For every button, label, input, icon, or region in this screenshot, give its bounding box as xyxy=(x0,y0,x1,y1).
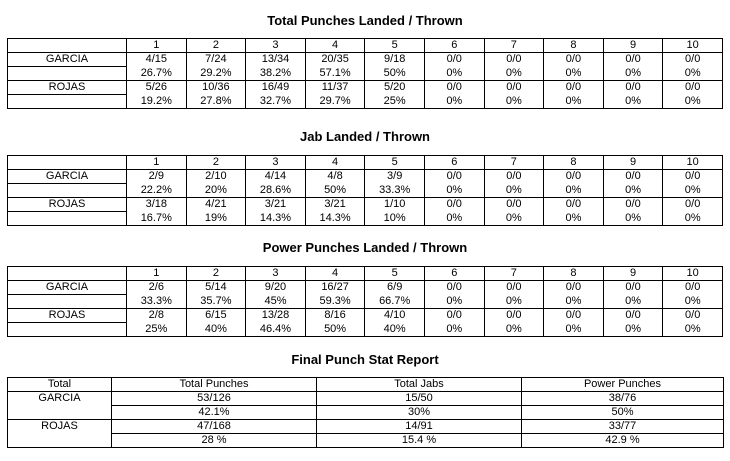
final-count-cell: 15/50 xyxy=(317,392,522,406)
round-header-cell: 3 xyxy=(246,39,306,53)
landed-thrown-cell: 0/0 xyxy=(484,309,544,323)
landed-thrown-cell: 0/0 xyxy=(663,198,723,212)
final-percent-cell: 42.9 % xyxy=(522,434,724,448)
landed-thrown-cell: 0/0 xyxy=(424,81,484,95)
final-percent-cell: 28 % xyxy=(112,434,317,448)
percentage-cell: 0% xyxy=(663,323,723,337)
percentage-cell: 33.3% xyxy=(127,295,187,309)
fighter-count-row xyxy=(8,309,723,323)
landed-thrown-cell: 0/0 xyxy=(663,170,723,184)
round-header-cell: 10 xyxy=(663,156,723,170)
final-header-cell: Total xyxy=(8,378,112,392)
percentage-cell: 0% xyxy=(424,67,484,81)
percentage-cell: 0% xyxy=(663,95,723,109)
landed-thrown-cell: 6/15 xyxy=(186,309,246,323)
fighter-count-row xyxy=(8,81,723,95)
landed-thrown-cell: 5/20 xyxy=(365,81,425,95)
final-count-cell: 53/126 xyxy=(112,392,317,406)
landed-thrown-cell: 3/21 xyxy=(246,198,306,212)
landed-thrown-cell: 2/8 xyxy=(127,309,187,323)
landed-thrown-cell: 8/16 xyxy=(305,309,365,323)
percentage-cell: 16.7% xyxy=(127,212,187,226)
fighter-count-row xyxy=(8,281,723,295)
landed-thrown-cell: 0/0 xyxy=(484,81,544,95)
percentage-cell: 27.8% xyxy=(186,95,246,109)
landed-thrown-cell: 13/28 xyxy=(246,309,306,323)
round-header-cell: 6 xyxy=(424,267,484,281)
landed-thrown-cell: 5/14 xyxy=(186,281,246,295)
percentage-cell: 28.6% xyxy=(246,184,306,198)
percentage-cell: 0% xyxy=(484,67,544,81)
percentage-cell: 0% xyxy=(603,184,663,198)
final-header-cell: Total Jabs xyxy=(317,378,522,392)
fighter-count-row xyxy=(8,53,723,67)
percentage-cell: 0% xyxy=(544,67,604,81)
landed-thrown-cell: 3/9 xyxy=(365,170,425,184)
percentage-cell: 29.2% xyxy=(186,67,246,81)
landed-thrown-cell: 0/0 xyxy=(484,53,544,67)
final-percent-row xyxy=(8,406,724,420)
landed-thrown-cell: 0/0 xyxy=(603,53,663,67)
percentage-cell: 26.7% xyxy=(127,67,187,81)
percentage-cell: 50% xyxy=(305,184,365,198)
round-header-cell: 4 xyxy=(305,39,365,53)
landed-thrown-cell: 7/24 xyxy=(186,53,246,67)
percentage-cell: 57.1% xyxy=(305,67,365,81)
round-header-cell: 4 xyxy=(305,267,365,281)
final-header-row xyxy=(8,378,724,392)
round-header-cell: 1 xyxy=(127,156,187,170)
round-header-cell: 1 xyxy=(127,267,187,281)
round-header-cell: 2 xyxy=(186,39,246,53)
percentage-cell: 0% xyxy=(424,295,484,309)
round-header-cell: 1 xyxy=(127,39,187,53)
percentage-cell: 0% xyxy=(544,184,604,198)
landed-thrown-cell: 0/0 xyxy=(424,309,484,323)
final-percent-cell: 42.1% xyxy=(112,406,317,420)
round-header-cell: 6 xyxy=(424,39,484,53)
final-percent-row xyxy=(8,434,724,448)
fighter-percent-row xyxy=(8,212,723,226)
round-header-cell: 6 xyxy=(424,156,484,170)
fighter-name-cell: ROJAS xyxy=(8,198,127,212)
round-header-cell: 3 xyxy=(246,267,306,281)
landed-thrown-cell: 3/21 xyxy=(305,198,365,212)
final-count-row xyxy=(8,420,724,434)
round-header-cell: 3 xyxy=(246,156,306,170)
percentage-cell: 0% xyxy=(663,67,723,81)
landed-thrown-cell: 0/0 xyxy=(544,81,604,95)
percentage-cell: 20% xyxy=(186,184,246,198)
landed-thrown-cell: 0/0 xyxy=(663,81,723,95)
percentage-cell: 0% xyxy=(544,95,604,109)
percentage-cell: 0% xyxy=(544,323,604,337)
landed-thrown-cell: 2/10 xyxy=(186,170,246,184)
percentage-cell: 0% xyxy=(663,212,723,226)
percentage-cell: 22.2% xyxy=(127,184,187,198)
landed-thrown-cell: 20/35 xyxy=(305,53,365,67)
landed-thrown-cell: 3/18 xyxy=(127,198,187,212)
landed-thrown-cell: 0/0 xyxy=(484,198,544,212)
final-header-cell: Total Punches xyxy=(112,378,317,392)
landed-thrown-cell: 0/0 xyxy=(424,198,484,212)
landed-thrown-cell: 11/37 xyxy=(305,81,365,95)
landed-thrown-cell: 6/9 xyxy=(365,281,425,295)
percentage-cell: 14.3% xyxy=(246,212,306,226)
round-header-cell: 2 xyxy=(186,156,246,170)
percentage-cell: 25% xyxy=(127,323,187,337)
fighter-name-spacer-cell xyxy=(8,295,127,309)
landed-thrown-cell: 0/0 xyxy=(663,281,723,295)
percentage-cell: 0% xyxy=(484,212,544,226)
round-header-cell: 9 xyxy=(603,267,663,281)
landed-thrown-cell: 9/20 xyxy=(246,281,306,295)
percentage-cell: 0% xyxy=(484,184,544,198)
section-title-power: Power Punches Landed / Thrown xyxy=(262,240,468,255)
landed-thrown-cell: 4/21 xyxy=(186,198,246,212)
percentage-cell: 19.2% xyxy=(127,95,187,109)
fighter-name-cell: ROJAS xyxy=(8,420,112,434)
percentage-cell: 0% xyxy=(603,295,663,309)
fighter-percent-row xyxy=(8,323,723,337)
round-header-cell: 5 xyxy=(365,267,425,281)
fighter-count-row xyxy=(8,198,723,212)
percentage-cell: 0% xyxy=(484,295,544,309)
section-title-jab: Jab Landed / Thrown xyxy=(299,129,430,144)
fighter-count-row xyxy=(8,170,723,184)
percentage-cell: 0% xyxy=(663,184,723,198)
final-count-row xyxy=(8,392,724,406)
final-count-cell: 38/76 xyxy=(522,392,724,406)
percentage-cell: 0% xyxy=(544,212,604,226)
round-header-cell: 9 xyxy=(603,156,663,170)
percentage-cell: 0% xyxy=(603,212,663,226)
landed-thrown-cell: 9/18 xyxy=(365,53,425,67)
round-header-row xyxy=(8,156,723,170)
percentage-cell: 14.3% xyxy=(305,212,365,226)
landed-thrown-cell: 0/0 xyxy=(424,170,484,184)
round-header-cell: 8 xyxy=(544,39,604,53)
round-header-row xyxy=(8,39,723,53)
landed-thrown-cell: 16/27 xyxy=(305,281,365,295)
final-percent-cell: 30% xyxy=(317,406,522,420)
percentage-cell: 59.3% xyxy=(305,295,365,309)
landed-thrown-cell: 2/9 xyxy=(127,170,187,184)
landed-thrown-cell: 4/14 xyxy=(246,170,306,184)
landed-thrown-cell: 0/0 xyxy=(544,53,604,67)
percentage-cell: 19% xyxy=(186,212,246,226)
fighter-name-spacer-cell xyxy=(8,406,112,420)
round-header-cell: 5 xyxy=(365,39,425,53)
landed-thrown-cell: 1/10 xyxy=(365,198,425,212)
fighter-percent-row xyxy=(8,67,723,81)
percentage-cell: 29.7% xyxy=(305,95,365,109)
percentage-cell: 50% xyxy=(305,323,365,337)
percentage-cell: 32.7% xyxy=(246,95,306,109)
fighter-percent-row xyxy=(8,184,723,198)
percentage-cell: 38.2% xyxy=(246,67,306,81)
percentage-cell: 25% xyxy=(365,95,425,109)
percentage-cell: 0% xyxy=(603,323,663,337)
header-empty-cell xyxy=(8,39,127,53)
landed-thrown-cell: 0/0 xyxy=(424,53,484,67)
round-header-cell: 4 xyxy=(305,156,365,170)
percentage-cell: 0% xyxy=(603,95,663,109)
percentage-cell: 0% xyxy=(424,95,484,109)
percentage-cell: 0% xyxy=(424,184,484,198)
round-header-cell: 8 xyxy=(544,156,604,170)
round-header-cell: 5 xyxy=(365,156,425,170)
landed-thrown-cell: 0/0 xyxy=(484,281,544,295)
final-header-cell: Power Punches xyxy=(522,378,724,392)
round-header-cell: 10 xyxy=(663,267,723,281)
landed-thrown-cell: 0/0 xyxy=(544,198,604,212)
fighter-name-cell: ROJAS xyxy=(8,81,127,95)
round-header-cell: 10 xyxy=(663,39,723,53)
landed-thrown-cell: 0/0 xyxy=(603,170,663,184)
percentage-cell: 10% xyxy=(365,212,425,226)
fighter-percent-row xyxy=(8,295,723,309)
landed-thrown-cell: 0/0 xyxy=(603,309,663,323)
landed-thrown-cell: 13/34 xyxy=(246,53,306,67)
percentage-cell: 46.4% xyxy=(246,323,306,337)
percentage-cell: 40% xyxy=(186,323,246,337)
fighter-name-cell: GARCIA xyxy=(8,281,127,295)
fighter-name-spacer-cell xyxy=(8,323,127,337)
round-header-cell: 2 xyxy=(186,267,246,281)
percentage-cell: 33.3% xyxy=(365,184,425,198)
section-title-total: Total Punches Landed / Thrown xyxy=(267,13,463,28)
round-header-cell: 7 xyxy=(484,267,544,281)
fighter-name-cell: GARCIA xyxy=(8,53,127,67)
final-percent-cell: 50% xyxy=(522,406,724,420)
round-header-cell: 8 xyxy=(544,267,604,281)
landed-thrown-cell: 2/6 xyxy=(127,281,187,295)
percentage-cell: 0% xyxy=(663,295,723,309)
landed-thrown-cell: 0/0 xyxy=(544,170,604,184)
fighter-name-spacer-cell xyxy=(8,67,127,81)
round-header-cell: 7 xyxy=(484,156,544,170)
landed-thrown-cell: 4/10 xyxy=(365,309,425,323)
percentage-cell: 35.7% xyxy=(186,295,246,309)
fighter-name-cell: GARCIA xyxy=(8,392,112,406)
fighter-name-spacer-cell xyxy=(8,434,112,448)
landed-thrown-cell: 0/0 xyxy=(603,198,663,212)
landed-thrown-cell: 0/0 xyxy=(424,281,484,295)
landed-thrown-cell: 0/0 xyxy=(484,170,544,184)
percentage-cell: 0% xyxy=(544,295,604,309)
landed-thrown-cell: 5/26 xyxy=(127,81,187,95)
percentage-cell: 0% xyxy=(484,323,544,337)
landed-thrown-cell: 0/0 xyxy=(603,281,663,295)
final-report-table xyxy=(7,377,724,448)
percentage-cell: 50% xyxy=(365,67,425,81)
landed-thrown-cell: 0/0 xyxy=(544,281,604,295)
power-punches-table xyxy=(7,266,723,337)
percentage-cell: 66.7% xyxy=(365,295,425,309)
percentage-cell: 0% xyxy=(424,323,484,337)
landed-thrown-cell: 0/0 xyxy=(663,309,723,323)
fighter-name-spacer-cell xyxy=(8,184,127,198)
total-punches-table xyxy=(7,38,723,109)
landed-thrown-cell: 4/8 xyxy=(305,170,365,184)
landed-thrown-cell: 4/15 xyxy=(127,53,187,67)
fighter-name-spacer-cell xyxy=(8,95,127,109)
percentage-cell: 45% xyxy=(246,295,306,309)
final-percent-cell: 15.4 % xyxy=(317,434,522,448)
round-header-row xyxy=(8,267,723,281)
final-count-cell: 14/91 xyxy=(317,420,522,434)
landed-thrown-cell: 10/36 xyxy=(186,81,246,95)
final-count-cell: 33/77 xyxy=(522,420,724,434)
round-header-cell: 9 xyxy=(603,39,663,53)
percentage-cell: 40% xyxy=(365,323,425,337)
percentage-cell: 0% xyxy=(484,95,544,109)
round-header-cell: 7 xyxy=(484,39,544,53)
header-empty-cell xyxy=(8,267,127,281)
jab-table xyxy=(7,155,723,226)
fighter-name-spacer-cell xyxy=(8,212,127,226)
landed-thrown-cell: 16/49 xyxy=(246,81,306,95)
fighter-percent-row xyxy=(8,95,723,109)
final-count-cell: 47/168 xyxy=(112,420,317,434)
fighter-name-cell: GARCIA xyxy=(8,170,127,184)
percentage-cell: 0% xyxy=(603,67,663,81)
percentage-cell: 0% xyxy=(424,212,484,226)
header-empty-cell xyxy=(8,156,127,170)
landed-thrown-cell: 0/0 xyxy=(663,53,723,67)
fighter-name-cell: ROJAS xyxy=(8,309,127,323)
landed-thrown-cell: 0/0 xyxy=(544,309,604,323)
landed-thrown-cell: 0/0 xyxy=(603,81,663,95)
section-title-final: Final Punch Stat Report xyxy=(291,352,439,367)
